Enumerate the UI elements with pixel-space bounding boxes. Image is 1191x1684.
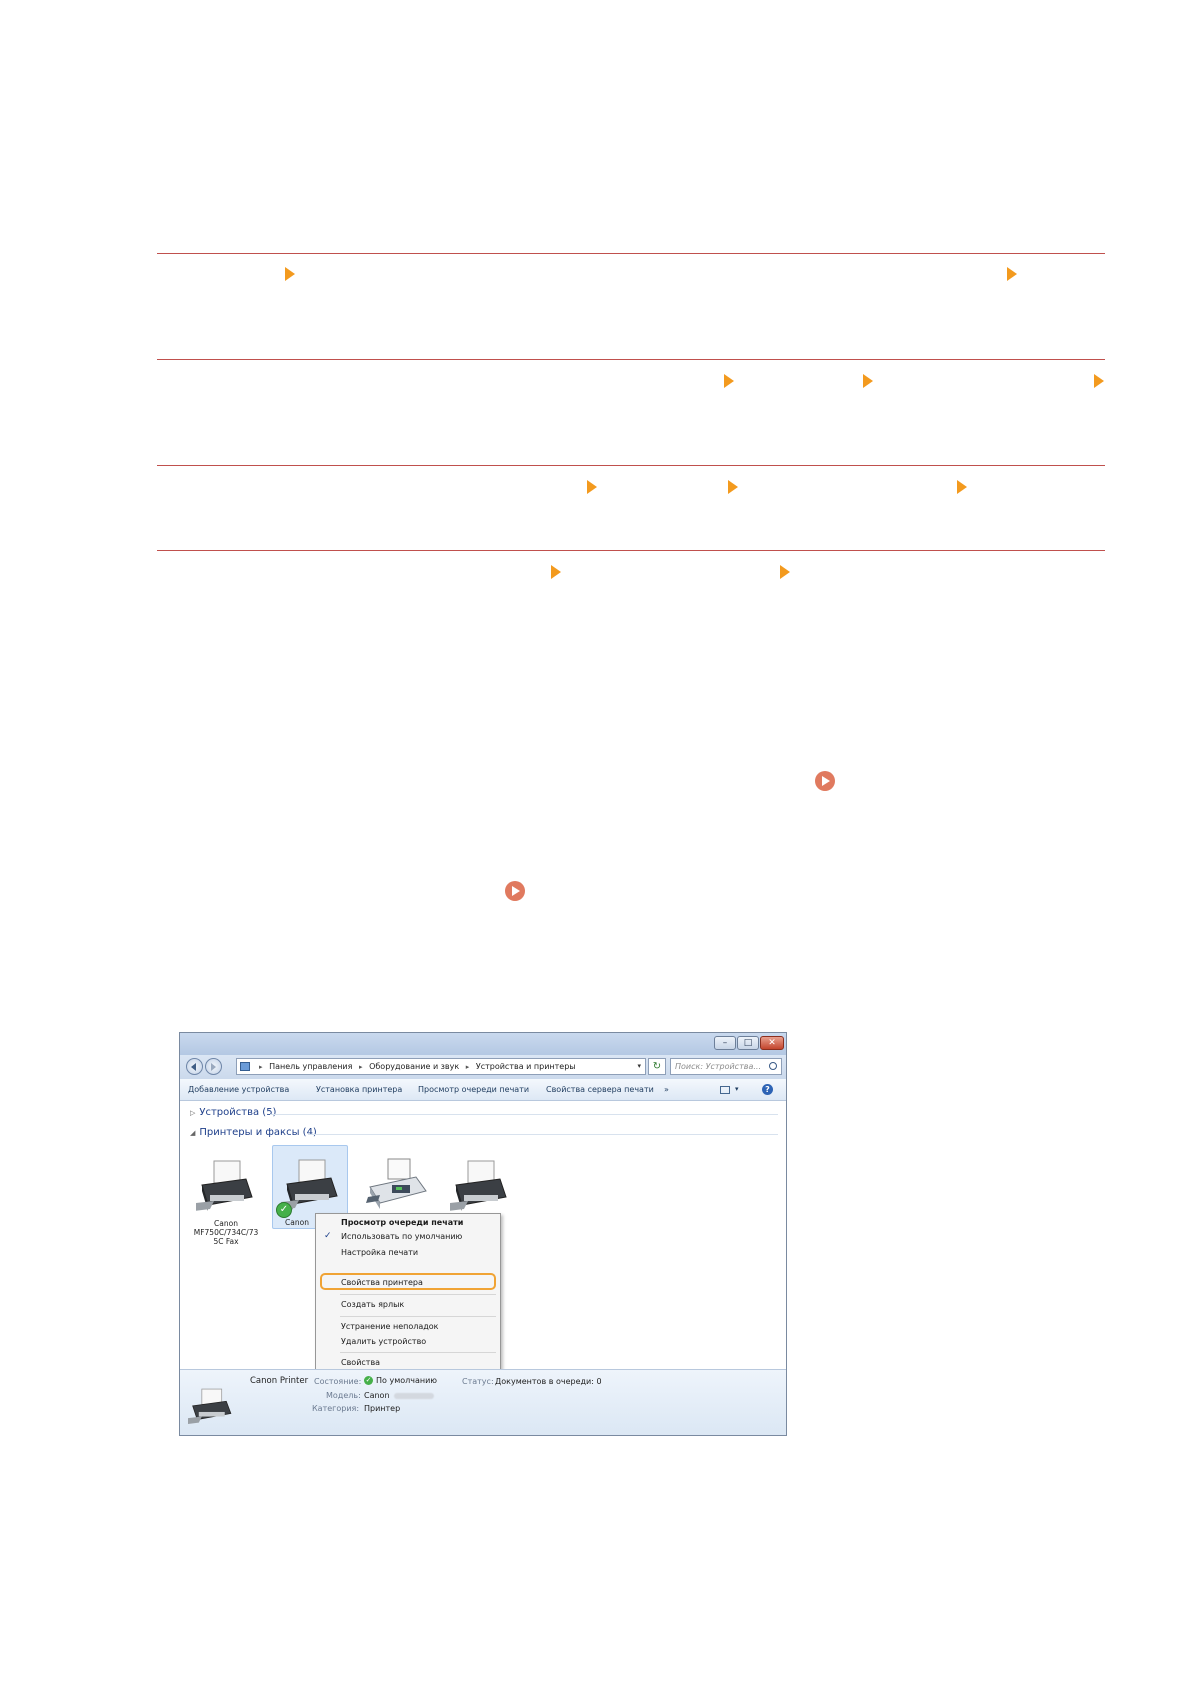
- redacted-model: [394, 1393, 434, 1399]
- chevron-down-icon[interactable]: ▾: [637, 1062, 641, 1070]
- link-arrow-icon[interactable]: [815, 771, 835, 791]
- expand-icon: ▷: [190, 1109, 196, 1117]
- back-button[interactable]: [186, 1058, 203, 1075]
- menu-item-see-print-queue[interactable]: Просмотр очереди печати: [341, 1218, 464, 1227]
- breadcrumb-arrow-icon: [587, 480, 597, 494]
- close-button[interactable]: ✕: [760, 1036, 784, 1050]
- search-placeholder: Поиск: Устройства...: [675, 1062, 761, 1071]
- group-printers[interactable]: [190, 1127, 317, 1138]
- control-panel-icon: [240, 1062, 250, 1071]
- model-value: Canon: [364, 1391, 434, 1400]
- refresh-button[interactable]: ↻: [648, 1058, 666, 1075]
- group-divider: [308, 1134, 778, 1135]
- menu-item-remove-device[interactable]: Удалить устройство: [341, 1337, 427, 1346]
- check-icon: ✓: [324, 1231, 332, 1241]
- breadcrumb-arrow-icon: [1094, 374, 1104, 388]
- group-devices[interactable]: [190, 1107, 276, 1118]
- address-row: [180, 1055, 786, 1079]
- group-divider: [270, 1114, 778, 1115]
- title-bar: [180, 1033, 786, 1055]
- group-devices-label: Устройства (5): [199, 1107, 277, 1118]
- breadcrumb-devices-printers[interactable]: Устройства и принтеры: [475, 1062, 576, 1071]
- menu-item-printer-properties[interactable]: Свойства принтера: [341, 1278, 423, 1287]
- minimize-button[interactable]: –: [714, 1036, 736, 1050]
- breadcrumb-control-panel[interactable]: Панель управления: [269, 1062, 353, 1071]
- menu-divider: [340, 1316, 496, 1317]
- help-icon[interactable]: ?: [762, 1084, 773, 1095]
- menu-item-create-shortcut[interactable]: Создать ярлык: [341, 1300, 405, 1309]
- printer-icon: [188, 1386, 234, 1428]
- breadcrumb-arrow-icon: [285, 267, 295, 281]
- breadcrumb-arrow-icon: [780, 565, 790, 579]
- add-device-button[interactable]: Добавление устройства: [188, 1085, 290, 1094]
- section-divider: [157, 550, 1105, 551]
- breadcrumb-arrow-icon: [551, 565, 561, 579]
- breadcrumb-arrow-icon: [724, 374, 734, 388]
- printer-label: 5C Fax: [213, 1237, 239, 1246]
- search-icon: [769, 1062, 777, 1070]
- breadcrumb-arrow-icon: [728, 480, 738, 494]
- see-print-queue-button[interactable]: Просмотр очереди печати: [418, 1085, 530, 1094]
- state-label: Состояние:: [314, 1377, 362, 1386]
- collapse-icon: ◢: [190, 1129, 196, 1137]
- breadcrumb-hardware-sound[interactable]: Оборудование и звук: [369, 1062, 460, 1071]
- breadcrumb-separator-icon: ▸: [259, 1063, 263, 1071]
- menu-item-set-default[interactable]: Использовать по умолчанию: [341, 1232, 463, 1241]
- breadcrumb-arrow-icon: [957, 480, 967, 494]
- status-value: Документов в очереди: 0: [495, 1377, 602, 1386]
- printer-label: MF750C/734C/73: [193, 1228, 259, 1237]
- breadcrumb-separator-icon: ▸: [359, 1063, 363, 1071]
- menu-item-properties[interactable]: Свойства: [341, 1358, 381, 1367]
- forward-button[interactable]: [205, 1058, 222, 1075]
- breadcrumb-arrow-icon: [863, 374, 873, 388]
- link-arrow-icon[interactable]: [505, 881, 525, 901]
- print-server-properties-button[interactable]: Свойства сервера печати: [546, 1085, 654, 1094]
- more-commands-button[interactable]: »: [664, 1085, 669, 1094]
- maximize-button[interactable]: □: [737, 1036, 759, 1050]
- device-name: Canon Printer: [250, 1376, 309, 1386]
- category-label: Категория:: [312, 1404, 360, 1413]
- details-pane: [180, 1369, 786, 1436]
- breadcrumb-separator-icon: ▸: [465, 1063, 470, 1071]
- printer-context-menu: [315, 1213, 501, 1371]
- command-toolbar: [180, 1079, 786, 1101]
- printer-item-fax[interactable]: [188, 1147, 264, 1246]
- fax-machine-icon: [366, 1157, 430, 1217]
- category-value: Принтер: [364, 1404, 401, 1413]
- printer-icon: [450, 1157, 510, 1217]
- state-value: ✓ По умолчанию: [365, 1376, 438, 1385]
- printer-label: Canon: [214, 1219, 238, 1228]
- chevron-down-icon[interactable]: ▾: [735, 1085, 739, 1093]
- default-check-icon: ✓: [365, 1376, 372, 1384]
- status-label: Статус:: [462, 1377, 494, 1386]
- menu-divider: [340, 1352, 496, 1353]
- section-divider: [157, 359, 1105, 360]
- devices-and-printers-window: [179, 1032, 787, 1436]
- breadcrumb-arrow-icon: [1007, 267, 1017, 281]
- default-printer-check-icon: ✓: [276, 1202, 292, 1218]
- view-icon[interactable]: [720, 1086, 730, 1094]
- address-bar[interactable]: [236, 1058, 646, 1075]
- search-input[interactable]: [670, 1058, 782, 1075]
- section-divider: [157, 253, 1105, 254]
- add-printer-button[interactable]: Установка принтера: [316, 1085, 403, 1094]
- menu-divider: [340, 1294, 496, 1295]
- menu-item-printing-preferences[interactable]: Настройка печати: [341, 1248, 419, 1257]
- printer-label: Canon: [285, 1218, 309, 1227]
- group-printers-label: Принтеры и факсы (4): [199, 1127, 317, 1138]
- model-label: Модель:: [326, 1391, 361, 1400]
- menu-item-troubleshoot[interactable]: Устранение неполадок: [341, 1322, 439, 1331]
- section-divider: [157, 465, 1105, 466]
- fax-printer-icon: [196, 1157, 256, 1217]
